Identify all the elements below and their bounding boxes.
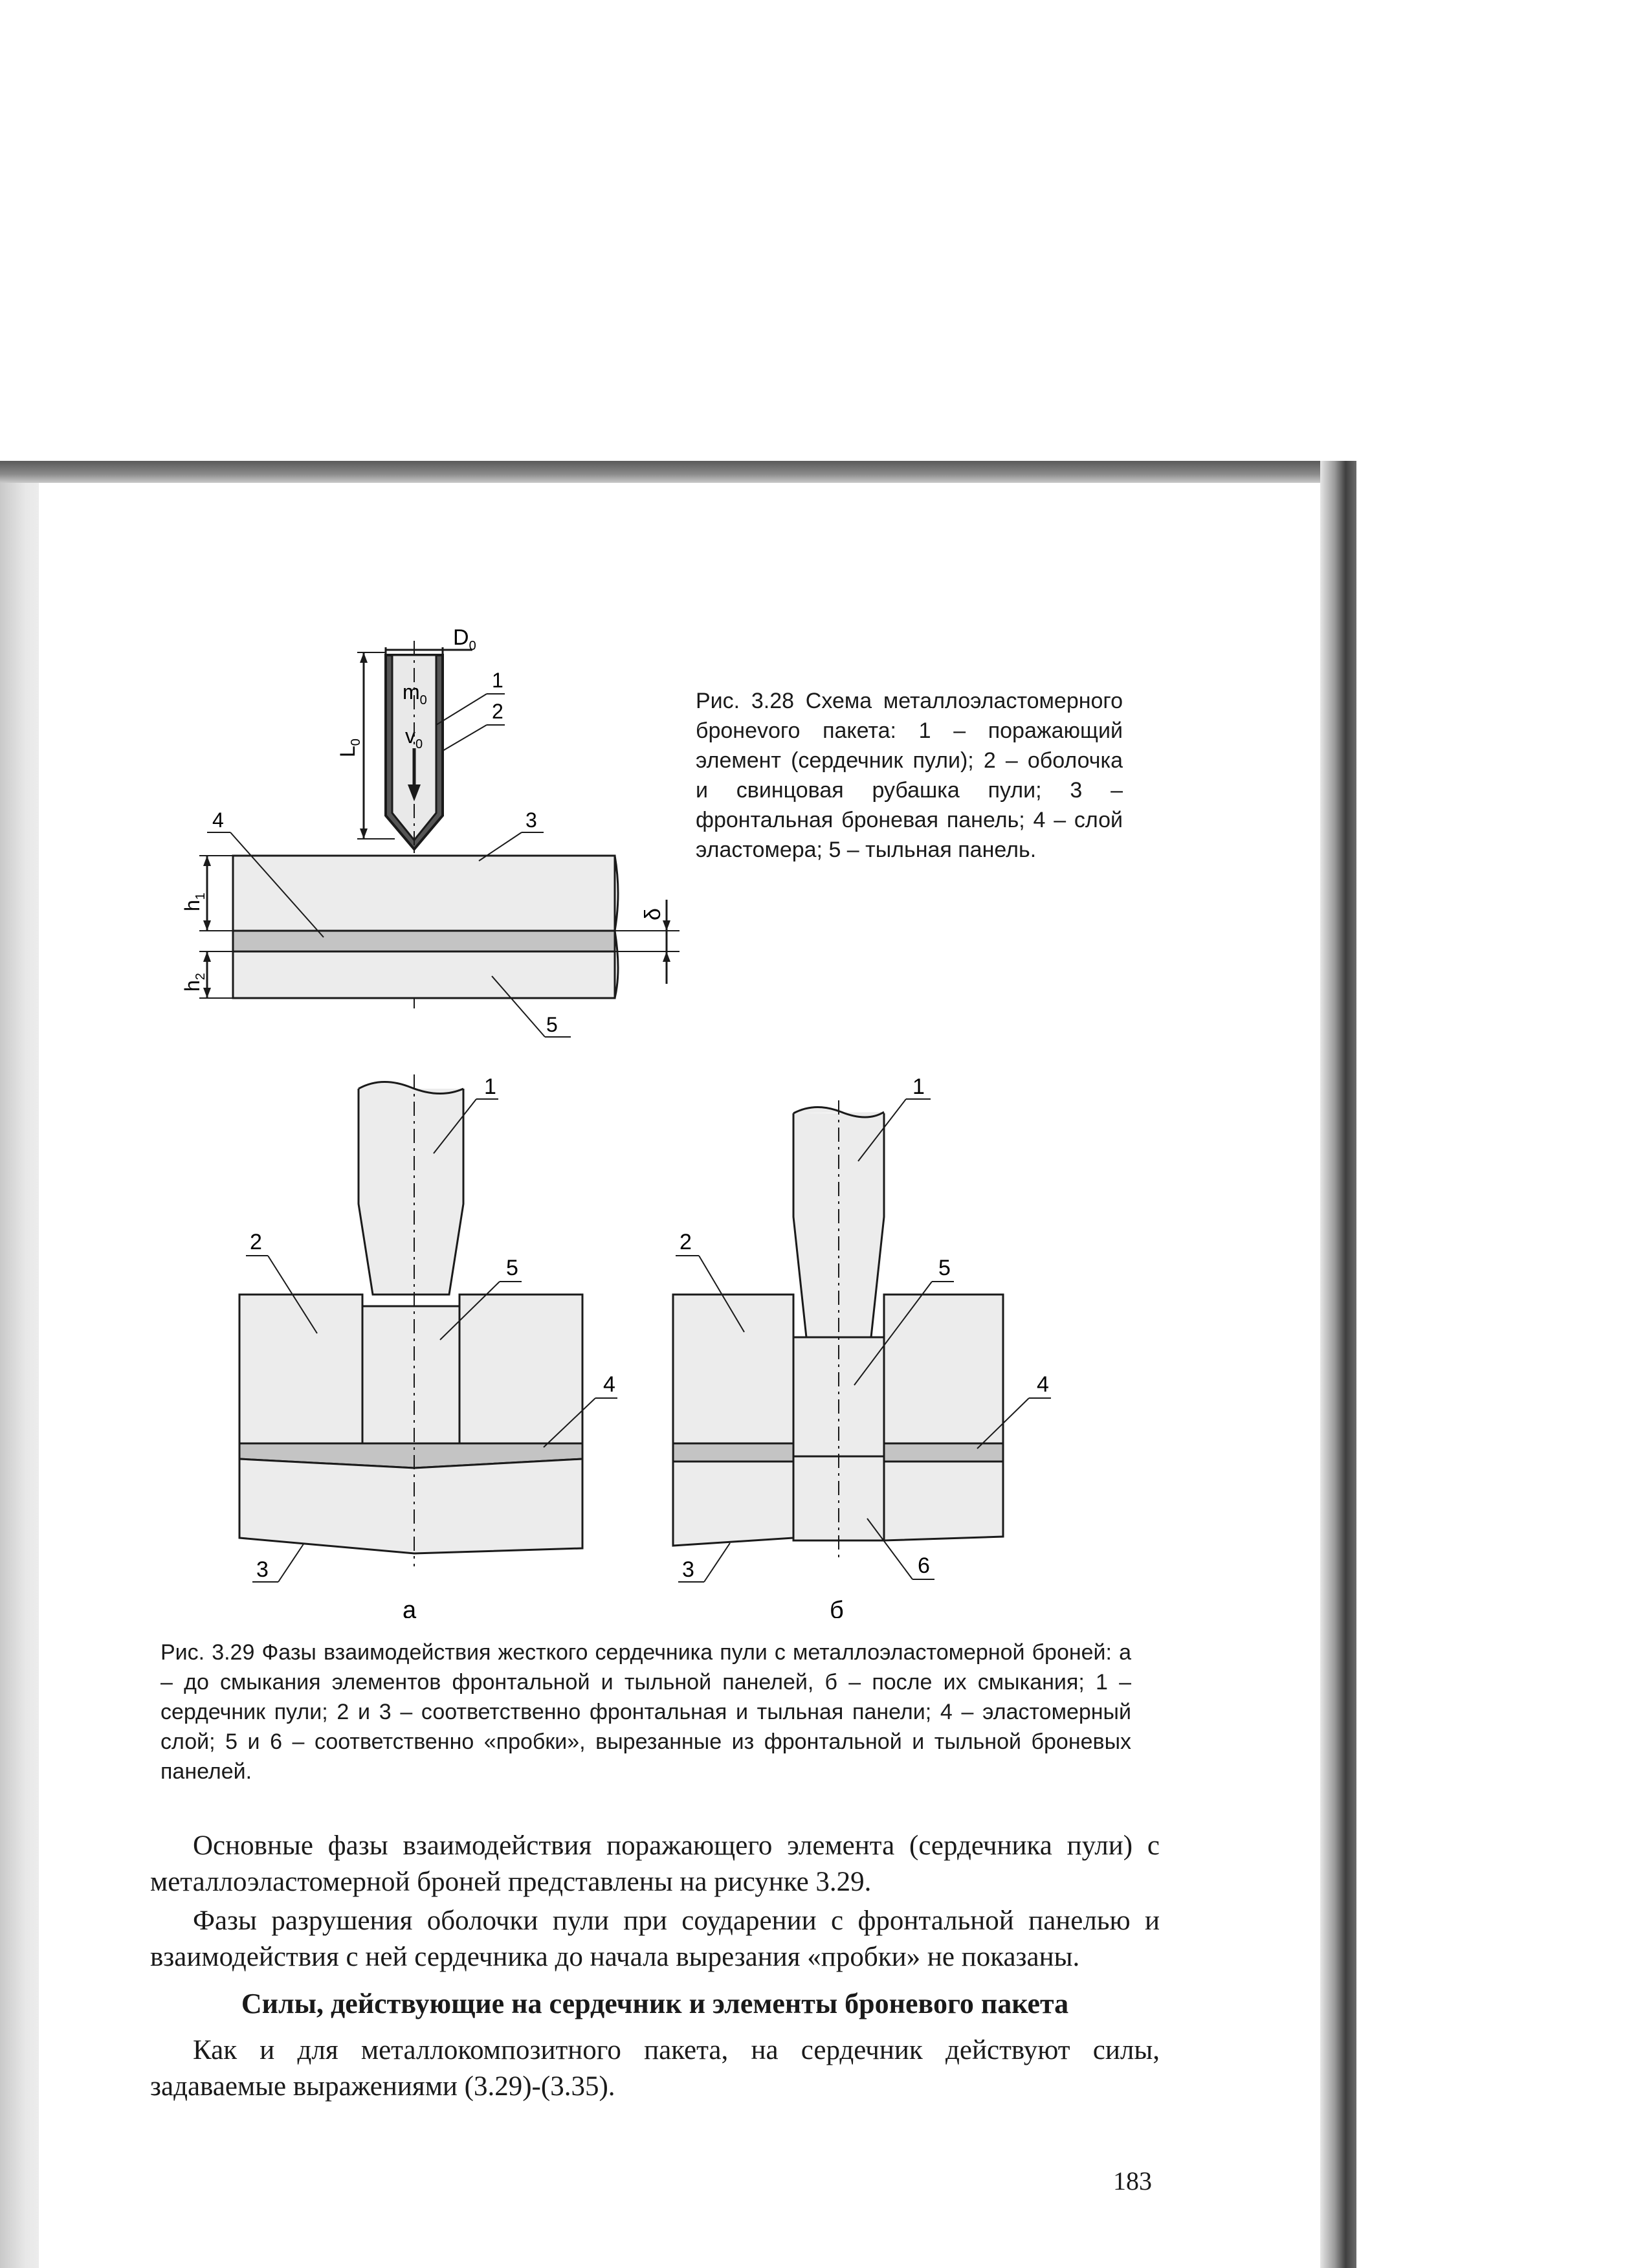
back-panel bbox=[233, 951, 615, 998]
fig-a-label-2: 2 bbox=[250, 1230, 262, 1254]
label-h2: $h_2$ bbox=[181, 973, 208, 992]
elastomer-layer bbox=[233, 931, 615, 951]
paragraph-3: Как и для металлокомпозитного пакета, на сердечник действуют силы, задаваемые выражениями (3.29)-(3.35). bbox=[150, 2035, 1160, 2102]
fig-a-label-1: 1 bbox=[484, 1074, 496, 1099]
paragraph-1: Основные фазы взаимодействия поражающего элемента (сердечника пули) с металлоэластомерной броней представлены на рисунке 3.29. bbox=[150, 1830, 1160, 1897]
front-panel bbox=[233, 856, 615, 931]
fig-b-sublabel: б bbox=[830, 1597, 844, 1618]
label-5: 5 bbox=[546, 1013, 558, 1036]
fig-b-label-2: 2 bbox=[680, 1230, 692, 1254]
label-h1: $h_1$ bbox=[181, 893, 208, 911]
fig-a-label-4: 4 bbox=[603, 1372, 615, 1397]
label-2: 2 bbox=[492, 700, 503, 723]
figure-3-28 bbox=[168, 621, 699, 1049]
section-heading: Силы, действующие на сердечник и элементы броневого пакета bbox=[241, 1988, 1069, 2019]
page-number: 183 bbox=[1113, 2166, 1152, 2196]
fig-a-label-5: 5 bbox=[506, 1256, 518, 1280]
fig-b-label-3: 3 bbox=[682, 1557, 694, 1582]
fig-b-label-4: 4 bbox=[1037, 1372, 1049, 1397]
fig-b-label-5: 5 bbox=[938, 1256, 951, 1280]
book-top-edge bbox=[0, 461, 1340, 483]
book-spine-edge bbox=[1320, 461, 1356, 2268]
fig-a-sublabel: а bbox=[403, 1597, 417, 1618]
label-l0: $L_0$ bbox=[336, 739, 363, 757]
fig-b-label-1: 1 bbox=[912, 1074, 925, 1099]
figure-3-29-a bbox=[239, 1074, 617, 1618]
paragraph-2: Фазы разрушения оболочки пули при соударении с фронтальной панелью и взаимодействия с ней сердечника до начала вырезания «пробки» не показаны. bbox=[150, 1906, 1160, 1972]
label-m0: $m_0$ bbox=[403, 680, 427, 707]
label-d0: $D_0$ bbox=[453, 625, 476, 653]
figure-3-28-caption: Рис. 3.28 Схема металлоэластомерного бронevого пакета: 1 – поражающий элемент (сердечник пули); 2 – оболочка и свинцовая рубашка пули; 3 – фронтальная броневая панель; 4 – слой эластомера; 5 – тыльная панель. bbox=[696, 689, 1123, 862]
figure-3-29-caption: Рис. 3.29 Фазы взаимодействия жесткого сердечника пули с металлоэластомерной броней: а – до смыкания элементов фронтальной и тыльной панелей, б – после их смыкания; 1 – сердечник пули; 2 и 3 – соответственно фронтальная и тыльная панели; 4 – эластомерный слой; 5 и 6 – соответственно «пробки», вырезанные из фронтальной и тыльной броневых панелей. bbox=[160, 1640, 1131, 1784]
label-1: 1 bbox=[492, 669, 503, 692]
label-delta: δ bbox=[641, 908, 665, 920]
label-v0: $v_0$ bbox=[405, 724, 423, 751]
figure-3-29-b bbox=[673, 1074, 1051, 1618]
label-3: 3 bbox=[525, 808, 537, 832]
label-4: 4 bbox=[212, 808, 224, 832]
fig-b-label-6: 6 bbox=[918, 1553, 930, 1578]
figure-3-29 bbox=[220, 1062, 1074, 1618]
fig-a-label-3: 3 bbox=[256, 1557, 269, 1582]
